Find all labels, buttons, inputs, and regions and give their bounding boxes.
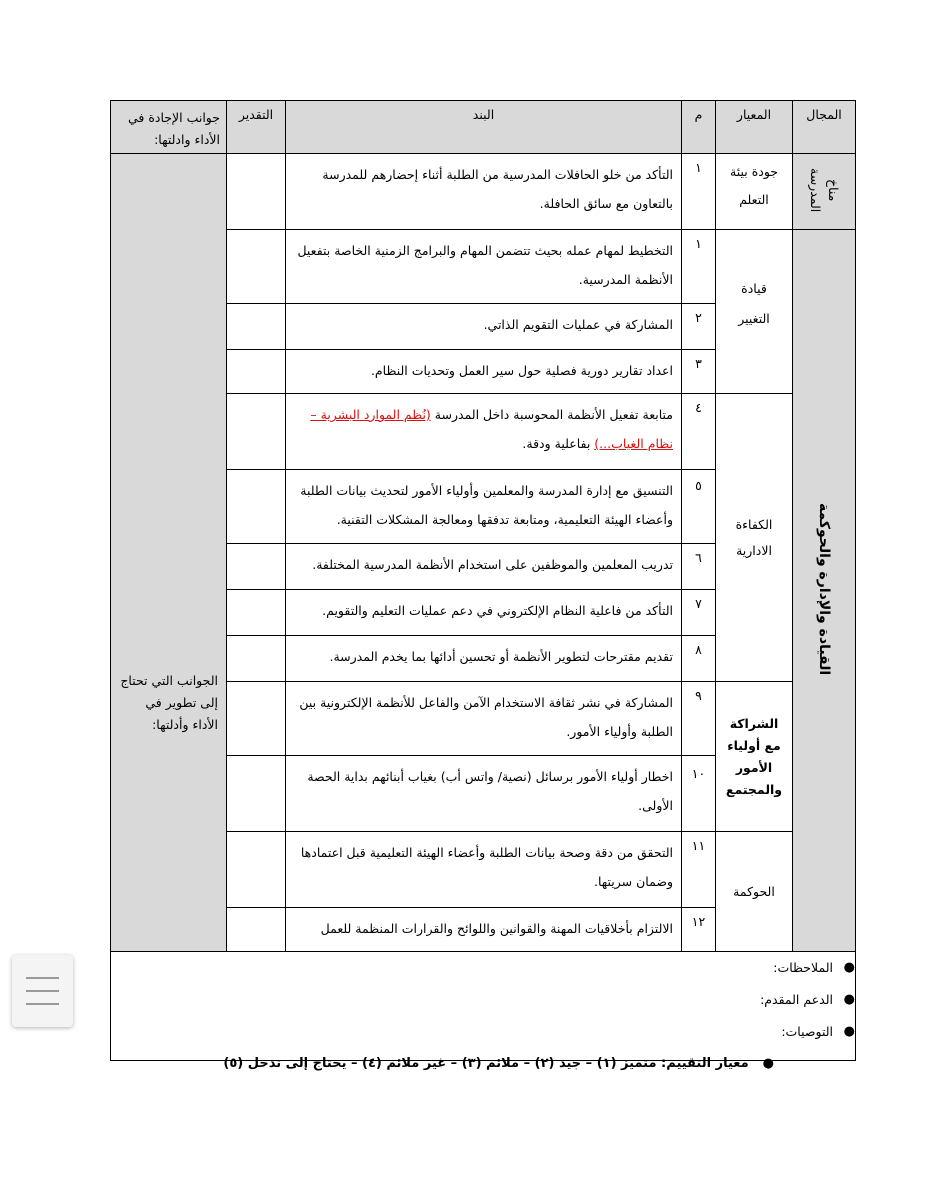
criterion-admin: الكفاءة الادارية [716,394,793,682]
item-text: المشاركة في عمليات التقويم الذاتي. [286,304,682,350]
item-text-part: متابعة تفعيل الأنظمة المحوسبة داخل المدرسة [430,407,673,422]
header-criterion: المعيار [716,101,793,154]
criterion-learning-env: جودة بيئة التعلم [716,154,793,230]
item-number: ٥ [682,470,716,544]
item-text: الالتزام بأخلاقيات المهنة والقوانين واللوائح والقرارات المنظمة للعمل [286,908,682,952]
item-text: التحقق من دقة وصحة بيانات الطلبة وأعضاء الهيئة التعليمية قبل اعتمادها وضمان سريتها. [286,832,682,908]
menu-icon[interactable] [12,955,73,1027]
item-number: ١٠ [682,756,716,832]
evaluation-table [110,100,856,1061]
rating-scale-text: معيار التقييم: متميز (١) – جيد (٢) – ملائم (٣) – غير ملائم (٤) – يحتاج إلى تدخل (٥) [223,1056,749,1071]
recommendations-label: التوصيات: [781,1024,833,1039]
rating-cell[interactable] [227,230,286,304]
header-domain: المجال [793,101,856,154]
rating-cell[interactable] [227,154,286,230]
domain-leadership: القيادة والإدارة والحوكمة [793,230,856,952]
item-number: ٣ [682,350,716,394]
item-number: ١ [682,230,716,304]
rating-cell[interactable] [227,590,286,636]
criterion-partnership: الشراكة مع أولياء الأمور والمجتمع [716,682,793,832]
item-number: ١ [682,154,716,230]
item-text: تدريب المعلمين والموظفين على استخدام الأنظمة المدرسية المختلفة. [286,544,682,590]
item-number: ٨ [682,636,716,682]
notes-list [111,952,855,1048]
notes-row [111,952,856,1061]
header-number: م [682,101,716,154]
rating-cell[interactable] [227,350,286,394]
bullet-icon: ● [843,992,855,1007]
development-cell: الجوانب التي تحتاج إلى تطوير في الأداء وأدلتها: [111,154,227,952]
bullet-icon: ● [843,960,855,975]
notes-item [111,1016,855,1048]
notes-item [111,984,855,1016]
bullet-icon: ● [843,1024,855,1039]
rating-cell[interactable] [227,394,286,470]
header-item: البند [286,101,682,154]
item-text-highlight: (نُظم الموارد البشرية – نظام الغياب...) [310,407,673,451]
item-number: ٤ [682,394,716,470]
header-row [111,101,856,154]
item-text: اخطار أولياء الأمور برسائل (نصية/ واتس أب) بغياب أبنائهم بداية الحصة الأولى. [286,756,682,832]
domain-school-climate: مناخ المدرسة [793,154,856,230]
item-text: اعداد تقارير دورية فصلية حول سير العمل وتحديات النظام. [286,350,682,394]
item-text: التخطيط لمهام عمله بحيث تتضمن المهام والبرامج الزمنية الخاصة بتفعيل الأنظمة المدرسية. [286,230,682,304]
header-rating: التقدير [227,101,286,154]
item-text-part: بفاعلية ودقة. [522,436,595,451]
item-number: ١٢ [682,908,716,952]
table-row [111,154,856,230]
rating-cell[interactable] [227,470,286,544]
item-number: ٧ [682,590,716,636]
rating-cell[interactable] [227,544,286,590]
item-text: المشاركة في نشر ثقافة الاستخدام الآمن والفاعل للأنظمة الإلكترونية بين الطلبة وأولياء الأمور. [286,682,682,756]
notes-item [111,952,855,984]
item-number: ٩ [682,682,716,756]
item-text: التأكد من خلو الحافلات المدرسية من الطلبة أثناء إحضارهم للمدرسة بالتعاون مع سائق الحافلة. [286,154,682,230]
header-excellence: جوانب الإجادة في الأداء وادلتها: [111,101,227,154]
support-label: الدعم المقدم: [760,992,833,1007]
criterion-change: قيادة التغيير [716,230,793,394]
item-number: ٦ [682,544,716,590]
item-number: ١١ [682,832,716,908]
rating-cell[interactable] [227,756,286,832]
rating-cell[interactable] [227,304,286,350]
notes-cell [111,952,856,1061]
item-text: التأكد من فاعلية النظام الإلكتروني في دعم عمليات التعليم والتقويم. [286,590,682,636]
rating-cell[interactable] [227,908,286,952]
item-number: ٢ [682,304,716,350]
rating-scale [223,1056,774,1071]
bullet-icon: ● [762,1056,774,1071]
rating-cell[interactable] [227,682,286,756]
item-text: التنسيق مع إدارة المدرسة والمعلمين وأولياء الأمور لتحديث بيانات الطلبة وأعضاء الهيئة التعليمية، ومتابعة تدفقها ومعالجة المشكلات التقنية. [286,470,682,544]
item-text: تقديم مقترحات لتطوير الأنظمة أو تحسين أدائها بما يخدم المدرسة. [286,636,682,682]
item-text [286,394,682,470]
rating-cell[interactable] [227,636,286,682]
observations-label: الملاحظات: [773,960,833,975]
criterion-governance: الحوكمة [716,832,793,952]
rating-cell[interactable] [227,832,286,908]
